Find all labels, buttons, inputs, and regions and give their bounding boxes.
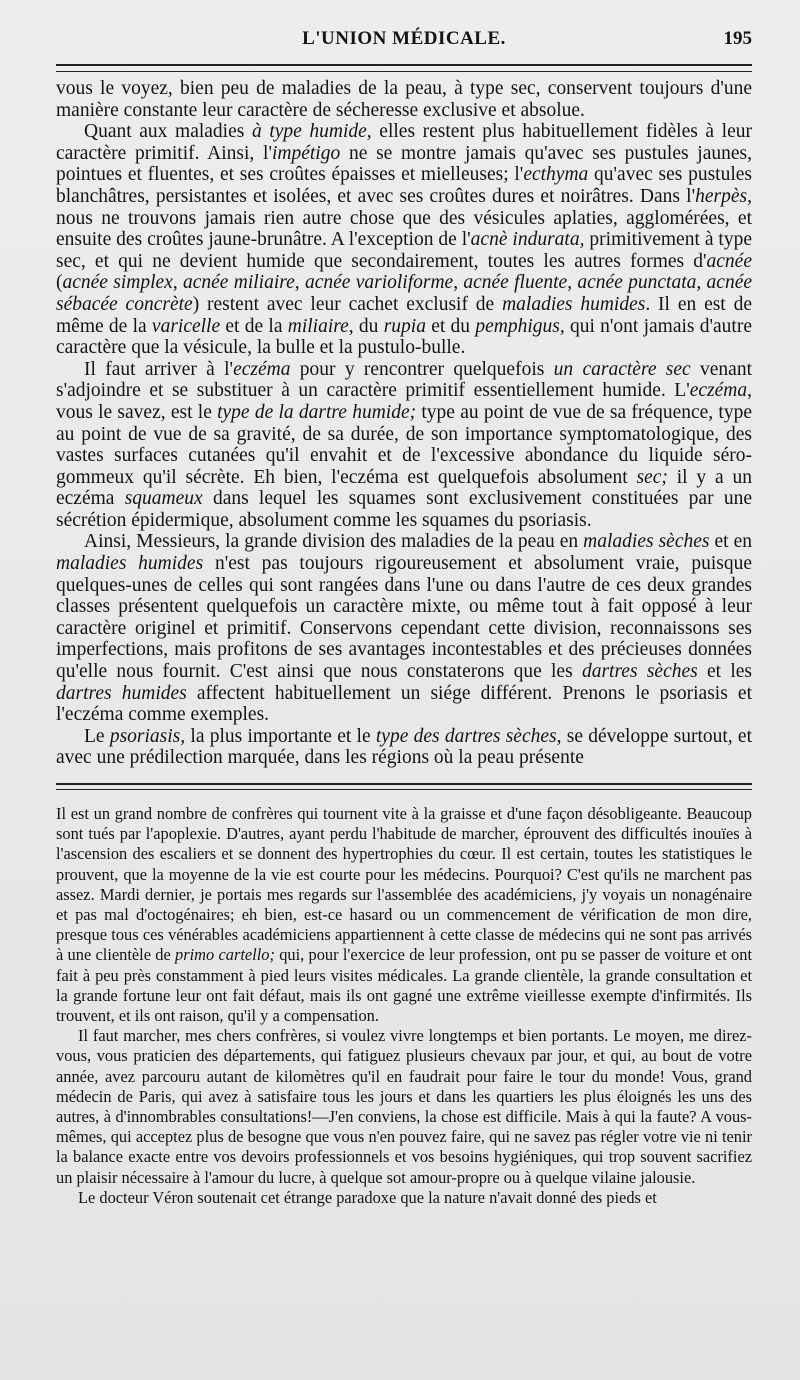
- text-run: ) restent avec leur cachet exclusif de: [192, 293, 503, 315]
- text-run: Il est un grand nombre de confrères qui tournent vite à la graisse et d'une façon désobligeante. Beaucoup sont tués par l'apoplexie. D'autres, ayant perdu l'habitude de marcher, éprouvent des difficultés inouïes à l'ascension des escaliers et se donnent des hypertrophies du cœur. Il est certain, toutes les statistiques le prouvent, que la moyenne de la vie est courte pour les médecins. Pourquoi? C'est qu'ils ne marchent pas assez. Mardi dernier, je portais mes regards sur l'assemblée des académiciens, j'y voyais un nonagénaire et pas mal d'octogénaires; eh bien, est-ce hasard ou un commencement de vérification de mon dire, presque tous ces vénérables académiciens appartiennent à cette classe de médecins qui ne sont pas arrivés à une clientèle de: [56, 804, 752, 965]
- text-run: venant s'adjoindre et se substituer à un caractère primitif essentiellement humide. L': [56, 358, 753, 402]
- italic-run: type de la dartre humide;: [217, 401, 417, 423]
- article-paragraph: [56, 531, 752, 725]
- text-run: , du: [348, 315, 384, 337]
- text-run: ,: [294, 272, 305, 294]
- italic-run: varicelle: [151, 315, 221, 337]
- italic-run: sec;: [636, 466, 668, 488]
- italic-run: herpès,: [695, 185, 752, 207]
- italic-run: eczéma: [233, 358, 291, 380]
- italic-run: psoriasis,: [109, 725, 186, 747]
- text-run: nous ne trouvons jamais rien autre chose que des vésicules aplaties, agglomérées, et ensuite des croûtes jaune-brunâtre. A l'exception de l': [56, 207, 752, 251]
- text-run: et du: [425, 315, 476, 337]
- text-run: ,: [172, 272, 183, 294]
- text-run: qui, pour l'exercice de leur profession, ont pu se passer de voiture et ont fait à peu près constamment à pied leurs visites médicales. La grande clientèle, la grande consultation et la grande fortune leur ont fait défaut, mais ils ont gagné une extrême vieillesse exempte d'infirmités. Ils trouvent, et ils ont raison, qu'il y a compensation.: [56, 945, 753, 1026]
- text-run: n'est pas toujours rigoureusement et absolument vraie, puisque quelques-unes de celles qui sont rangées dans l'une ou dans l'autre de ces deux grandes classes présentent quelquefois un caractère mixte, ou même tout à fait opposé à leur caractère originel et primitif. Conservons cependant cette division, reconnaissons ses imperfections, mais profitons de ses avantages incontestables et des précieuses données qu'elle nous fournit. C'est ainsi que nous constaterons que les: [56, 553, 752, 683]
- feuilleton-rule: [56, 783, 752, 790]
- journal-title: L'UNION MÉDICALE.: [302, 28, 506, 49]
- italic-run: primo cartello;: [175, 945, 275, 965]
- italic-run: maladies sèches: [583, 531, 710, 553]
- page-number: 195: [723, 28, 752, 49]
- text-run: et les: [697, 661, 752, 683]
- italic-run: acnée: [706, 250, 752, 272]
- text-run: ,: [567, 272, 578, 294]
- italic-run: dartres sèches: [581, 661, 698, 683]
- italic-run: rupia: [383, 315, 426, 337]
- article-paragraph: [56, 359, 752, 532]
- text-run: ,: [696, 272, 707, 294]
- text-run: il y a un eczéma: [56, 466, 752, 510]
- italic-run: maladies humides: [56, 553, 204, 575]
- running-head: [56, 28, 752, 58]
- italic-run: acnée miliaire: [183, 272, 295, 294]
- text-run: qu'avec ses pustules blanchâtres, persistantes et isolées, et avec ses croûtes dures et noirâtres. Dans l': [56, 164, 752, 207]
- italic-run: squameux: [124, 488, 203, 510]
- italic-run: acnée simplex: [62, 272, 173, 294]
- italic-run: acnée sébacée concrète: [56, 272, 753, 315]
- text-run: Il faut arriver à l': [84, 358, 234, 380]
- text-run: elles restent plus habituellement fidèles à leur caractère primitif. Ainsi, l': [56, 121, 752, 164]
- text-run: Quant aux maladies: [84, 121, 252, 143]
- text-run: ,: [453, 272, 464, 294]
- text-run: . Il en est de même de la: [56, 293, 752, 337]
- feuilleton-paragraph: [56, 1188, 752, 1208]
- italic-run: acnée varioliforme: [304, 272, 454, 294]
- text-run: vous le voyez, bien peu de maladies de la peau, à type sec, conservent toujours d'une manière constante leur caractère de sécheresse exclusive et absolue.: [56, 78, 752, 121]
- text-run: (: [56, 272, 63, 294]
- italic-run: type des dartres sèches: [375, 725, 557, 747]
- italic-run: miliaire: [287, 315, 349, 337]
- italic-run: ecthyma: [523, 164, 589, 186]
- feuilleton-paragraph: [56, 1026, 752, 1188]
- text-run: type au point de vue de sa fréquence, type au point de vue de sa gravité, de sa durée, de son importance symptomatologique, des vastes surfaces cutanées qu'il envahit et de l'excessive abondance du liquide séro-gommeux qu'il sécrète. Eh bien, l'eczéma est quelquefois absolument: [56, 401, 752, 488]
- text-run: et de la: [220, 315, 288, 337]
- text-run: Le docteur Véron soutenait cet étrange paradoxe que la nature n'avait donné des pieds et: [78, 1187, 657, 1207]
- article-paragraph: [56, 121, 752, 359]
- text-run: primitivement à type sec, et qui ne devient humide que secondairement, toutes les autres formes d': [56, 229, 752, 272]
- feuilleton-paragraph: [56, 804, 752, 1026]
- text-run: Le: [84, 725, 110, 747]
- text-run: , vous le savez, est le: [56, 380, 752, 423]
- italic-run: dartres humides: [56, 682, 187, 704]
- text-run: Il faut marcher, mes chers confrères, si voulez vivre longtemps et bien portants. Le moyen, me direz-vous, vous praticien des départements, qui fatiguez plusieurs chevaux par jour, et qui, au bout de votre année, avez parcouru autant de kilomètres qu'il en faudrait pour faire le tour du monde! Vous, grand médecin de Paris, qui avez à satisfaire tous les jours et dans les quartiers les plus éloignés les uns des autres, à d'innombrables consultations!—J'en conviens, la chose est difficile. Mais à qui la faute? A vous-mêmes, qui acceptez plus de besogne que vous n'en pouvez faire, qui ne savez pas régler votre vie ni tenir la balance exacte entre vos devoirs professionnels et vos besoins hygiéniques, qui trop souvent sacrifiez un plaisir nécessaire à l'amour du lucre, à quelque sot amour-propre ou à quelque vilaine jalousie.: [56, 1026, 752, 1187]
- header-rule: [56, 64, 752, 72]
- text-run: affectent habituellement un siége différent. Prenons le psoriasis et l'eczéma comme exemples.: [56, 682, 752, 726]
- text-run: , se développe surtout, et avec une prédilection marquée, dans les régions où la peau présente: [56, 725, 753, 769]
- text-run: ne se montre jamais qu'avec ses pustules jaunes, pointues et fluentes, et ses croûtes épaisses et mielleuses; l': [56, 142, 752, 186]
- italic-run: pemphigus,: [475, 315, 565, 337]
- text-run: et en: [709, 531, 753, 553]
- text-run: Ainsi, Messieurs, la grande division des maladies de la peau en: [84, 531, 584, 553]
- text-run: dans lequel les squames sont exclusivement constituées par une sécrétion épidermique, absolument comme les squames du psoriasis.: [56, 488, 752, 531]
- article-paragraph: [56, 726, 752, 769]
- text-run: pour y rencontrer quelquefois: [290, 358, 554, 380]
- feuilleton-body: [56, 804, 752, 1208]
- italic-run: maladies humides: [502, 293, 646, 315]
- article-body: [56, 78, 752, 769]
- text-run: la plus importante et le: [185, 725, 376, 747]
- italic-run: acnée punctata: [577, 272, 697, 294]
- italic-run: à type humide,: [251, 121, 372, 143]
- italic-run: un caractère sec: [553, 358, 691, 380]
- text-run: qui n'ont jamais d'autre caractère que la vésicule, la bulle et la pustulo-bulle.: [56, 315, 752, 359]
- italic-run: impétigo: [271, 142, 341, 164]
- italic-run: acnè indurata,: [470, 229, 585, 251]
- article-paragraph: [56, 78, 752, 121]
- italic-run: acnée fluente: [463, 272, 568, 294]
- italic-run: eczéma: [689, 380, 748, 402]
